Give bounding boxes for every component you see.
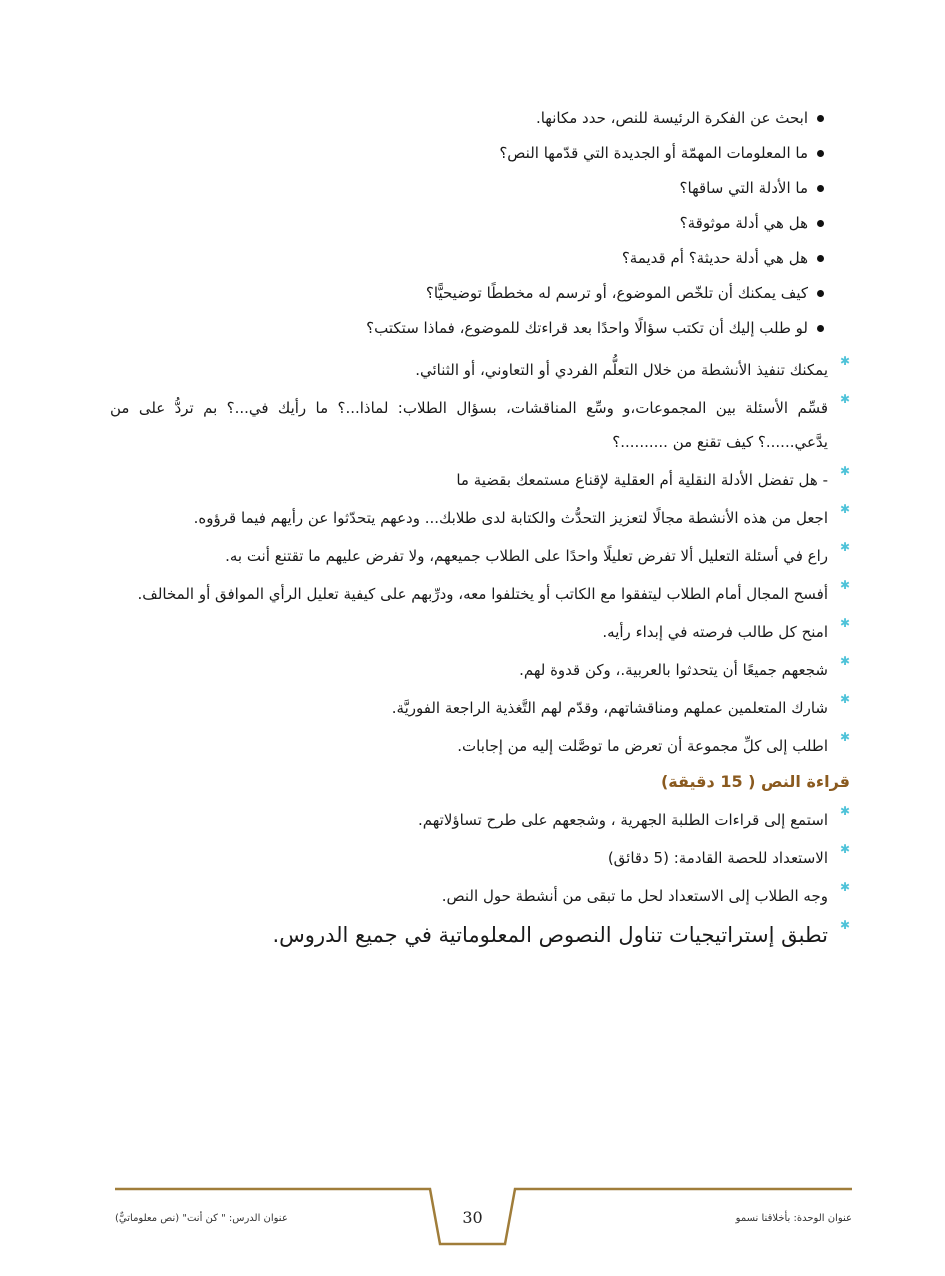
- section-item: ✱ الاستعداد للحصة القادمة: (5 دقائق): [110, 841, 850, 875]
- star-icon: ✱: [839, 692, 850, 706]
- star-icon: ✱: [839, 502, 850, 516]
- bullet-icon: [817, 290, 824, 297]
- star-icon: ✱: [839, 654, 850, 668]
- bullet-icon: [817, 255, 824, 262]
- star-icon: ✱: [839, 918, 850, 932]
- page-content: [110, 108, 850, 957]
- star-icon: ✱: [839, 842, 850, 856]
- lesson-title: عنوان الدرس: " كن أنت" (نص معلوماتيٌّ): [115, 1213, 288, 1224]
- star-icon: ✱: [839, 392, 850, 406]
- section-item: ✱ استمع إلى قراءات الطلبة الجهرية ، وشجعهم على طرح تساؤلاتهم.: [110, 803, 850, 837]
- note-paragraph: ✱ - هل تفضل الأدلة النقلية أم العقلية لإقناع مستمعك بقضية ما: [110, 463, 850, 497]
- bullet-icon: [817, 325, 824, 332]
- question-item: هل هي أدلة حديثة؟ أم قديمة؟: [110, 248, 850, 268]
- question-item: لو طلب إليك أن تكتب سؤالًا واحدًا بعد قراءتك للموضوع، فماذا ستكتب؟: [110, 318, 850, 338]
- star-icon: ✱: [839, 616, 850, 630]
- note-paragraph: ✱ يمكنك تنفيذ الأنشطة من خلال التعلُّم الفردي أو التعاوني، أو الثنائي.: [110, 353, 850, 387]
- unit-title: عنوان الوحدة: بأخلاقنا نسمو: [735, 1213, 852, 1224]
- note-paragraph: ✱ راع في أسئلة التعليل ألا تفرض تعليلًا واحدًا على الطلاب جميعهم، ولا تفرض عليهم ما تقتنع أنت به.: [110, 539, 850, 573]
- note-paragraph: ✱ اطلب إلى كلِّ مجموعة أن تعرض ما توصَّلت إليه من إجابات.: [110, 729, 850, 763]
- note-paragraph: ✱ امنح كل طالب فرصته في إبداء رأيه.: [110, 615, 850, 649]
- question-item: هل هي أدلة موثوقة؟: [110, 213, 850, 233]
- star-icon: ✱: [839, 730, 850, 744]
- page-number: 30: [462, 1208, 483, 1227]
- bullet-icon: [817, 185, 824, 192]
- bullet-icon: [817, 115, 824, 122]
- note-paragraph: ✱ اجعل من هذه الأنشطة مجالًا لتعزيز التحدُّث والكتابة لدى طلابك... ودعهم يتحدّثوا عن رأيهم فيما قرؤوه.: [110, 501, 850, 535]
- question-item: ابحث عن الفكرة الرئيسة للنص، حدد مكانها.: [110, 108, 850, 128]
- section-heading: قراءة النص ( 15 دقيقة): [660, 772, 850, 791]
- note-paragraph: ✱ شارك المتعلمين عملهم ومناقشاتهم، وقدّم لهم التَّغذية الراجعة الفوريَّة.: [110, 691, 850, 725]
- note-paragraph: ✱ قسِّم الأسئلة بين المجموعات،و وسِّع المناقشات، بسؤال الطلاب: لماذا...؟ ما رأيك في...؟ بم تردُّ على من يدَّعي......؟ كيف تقنع من ..........؟: [110, 391, 850, 459]
- bullet-icon: [817, 150, 824, 157]
- note-paragraph: ✱ شجعهم جميعًا أن يتحدثوا بالعربية.، وكن قدوة لهم.: [110, 653, 850, 687]
- bullet-icon: [817, 220, 824, 227]
- star-icon: ✱: [839, 804, 850, 818]
- star-icon: ✱: [839, 354, 850, 368]
- reading-section: [110, 803, 850, 953]
- star-icon: ✱: [839, 464, 850, 478]
- question-item: كيف يمكنك أن تلخّص الموضوع، أو ترسم له مخططًا توضيحيًّا؟: [110, 283, 850, 303]
- section-item: ✱ وجه الطلاب إلى الاستعداد لحل ما تبقى من أنشطة حول النص.: [110, 879, 850, 913]
- star-icon: ✱: [839, 880, 850, 894]
- star-icon: ✱: [839, 540, 850, 554]
- section-item-emphasis: ✱ تطبق إستراتيجيات تناول النصوص المعلوماتية في جميع الدروس.: [110, 917, 850, 953]
- question-item: ما المعلومات المهمّة أو الجديدة التي قدّمها النص؟: [110, 143, 850, 163]
- star-icon: ✱: [839, 578, 850, 592]
- teacher-notes: [110, 353, 850, 763]
- question-item: ما الأدلة التي ساقها؟: [110, 178, 850, 198]
- question-list: [110, 108, 850, 338]
- note-paragraph: ✱ أفسح المجال أمام الطلاب ليتفقوا مع الكاتب أو يختلفوا معه، ودرِّبهم على كيفية تعليل الرأي الموافق أو المخالف.: [110, 577, 850, 611]
